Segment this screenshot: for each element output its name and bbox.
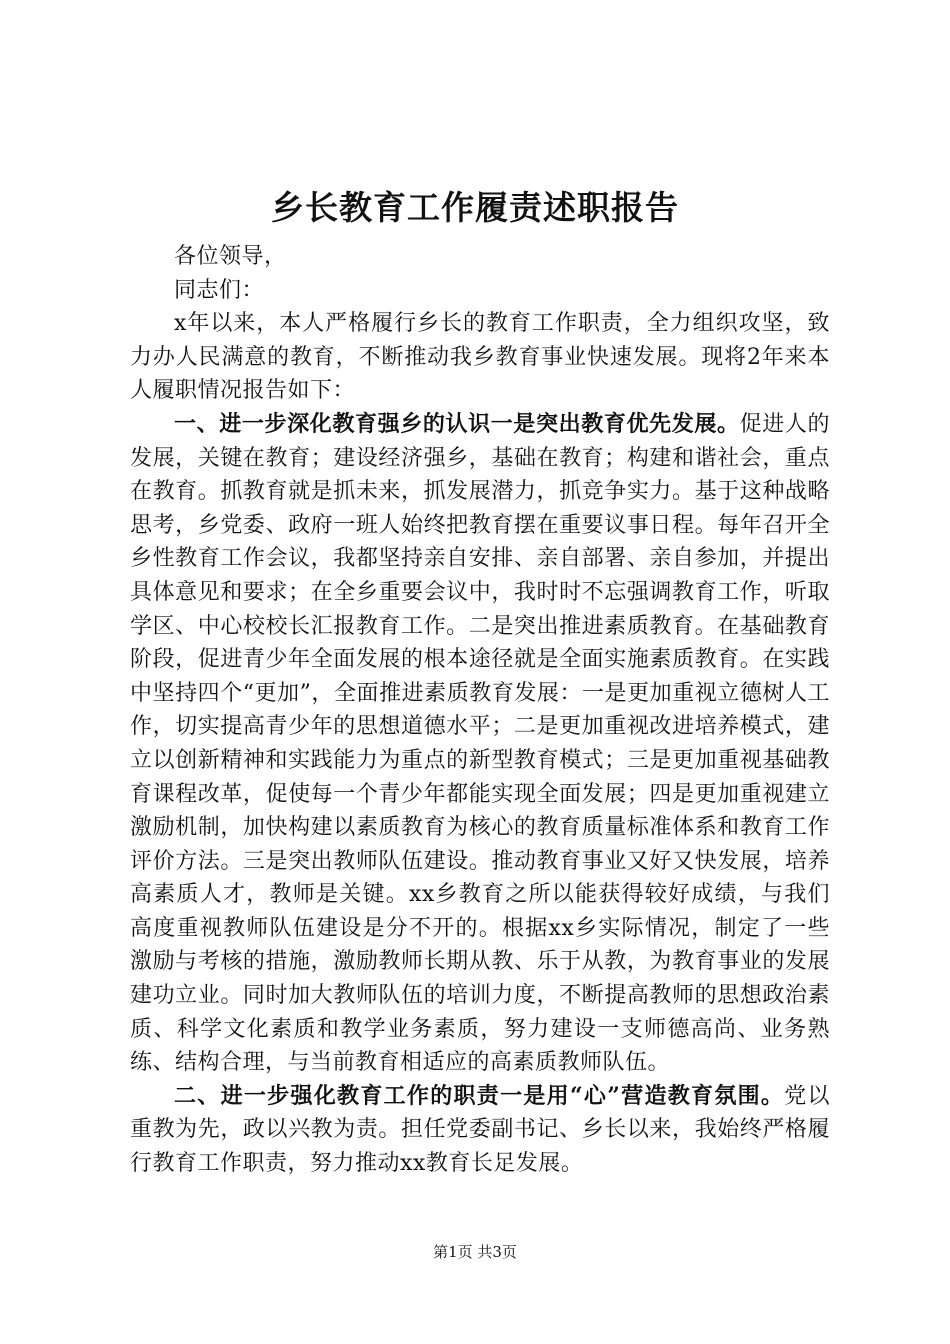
page-number-footer: 第1页 共3页 xyxy=(433,1243,517,1261)
document-title: 乡长教育工作履责述职报告 xyxy=(271,188,679,227)
section-1-body: 促进人的发展，关键在教育；建设经济强乡，基础在教育；构建和谐社会，重点在教育。抓教育就是抓未来，抓发展潜力，抓竞争实力。基于这种战略思考，乡党委、政府一班人始终把教育摆在重要议事日程。每年召开全乡性教育工作会议，我都坚持亲自安排、亲自部署、亲自参加，并提出具体意见和要求；在全乡重要会议中，我时时不忘强调教育工作，听取学区、中心校校长汇报教育工作。二是突出推进素质教育。在基础教育阶段，促进青少年全面发展的根本途径就是全面实施素质教育。在实践中坚持四个“更加”，全面推进素质教育发展：一是更加重视立德树人工作，切实提高青少年的思想道德水平；二是更加重视改进培养模式，建立以创新精神和实践能力为重点的新型教育模式；三是更加重视基础教育课程改革，促使每一个青少年都能实现全面发展；四是更加重视建立激励机制，加快构建以素质教育为核心的教育质量标准体系和教育工作评价方法。三是突出教师队伍建设。推动教育事业又好又快发展，培养高素质人才，教师是关键。xx乡教育之所以能获得较好成绩，与我们高度重视教师队伍建设是分不开的。根据xx乡实际情况，制定了一些激励与考核的措施，激励教师长期从教、乐于从教，为教育事业的发展建功立业。同时加大教师队伍的培训力度，不断提高教师的思想政治素质、科学文化素质和教学业务素质，努力建设一支师德高尚、业务熟练、结构合理，与当前教育相适应的高素质教师队伍。 xyxy=(130,411,830,1076)
section-2-heading: 二、进一步强化教育工作的职责一是用“心”营造教育氛围。 xyxy=(174,1082,785,1109)
intro-paragraph: x年以来，本人严格履行乡长的教育工作职责，全力组织攻坚，致力办人民满意的教育，不断推动我乡教育事业快速发展。现将2年来本人履职情况报告如下： xyxy=(130,311,830,404)
section-2-body: 党以重教为先，政以兴教为责。担任党委副书记、乡长以来，我始终严格履行教育工作职责，努力推动xx教育长足发展。 xyxy=(130,1083,830,1177)
section-1-paragraph xyxy=(130,408,830,1080)
salutation-comrades: 同志们： xyxy=(174,277,265,303)
section-2-paragraph xyxy=(130,1080,830,1181)
document-body xyxy=(130,240,830,1181)
salutation-leaders: 各位领导， xyxy=(174,244,287,269)
section-1-heading: 一、进一步深化教育强乡的认识一是突出教育优先发展。 xyxy=(174,410,740,437)
